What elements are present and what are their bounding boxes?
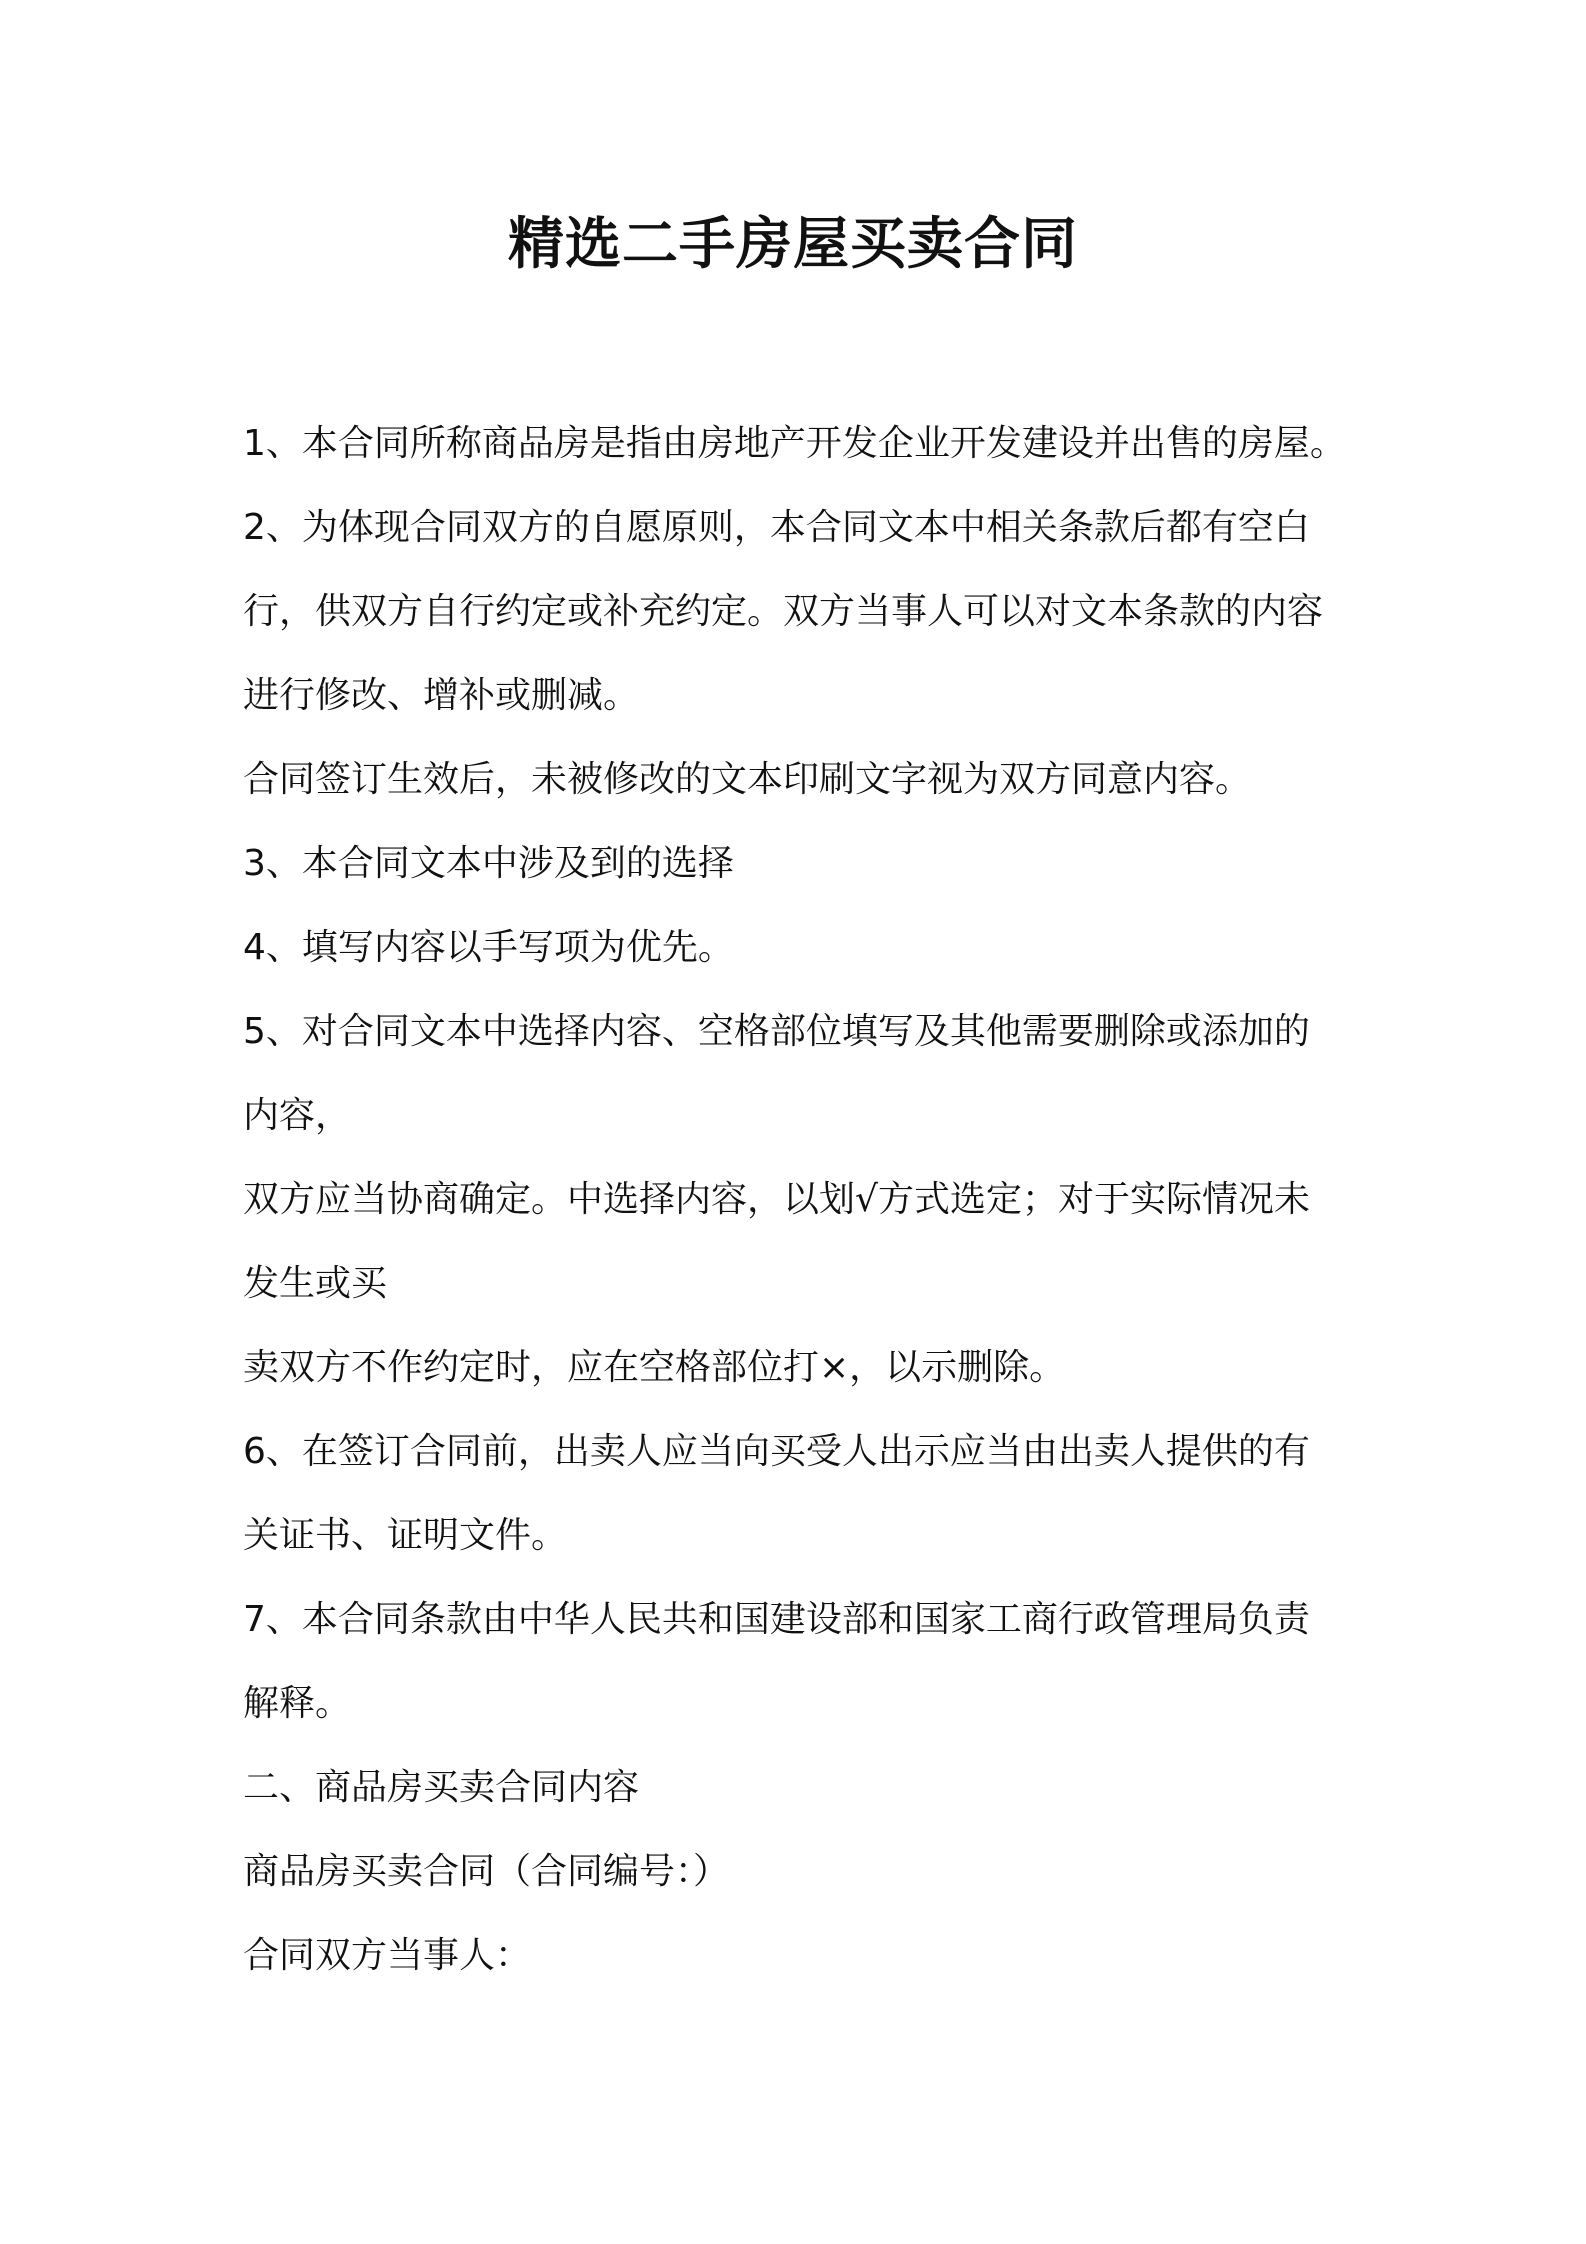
body-line: 6、在签订合同前，出卖人应当向买受人出示应当由出卖人提供的有 bbox=[243, 1431, 1310, 1472]
body-line: 双方应当协商确定。中选择内容，以划√方式选定；对于实际情况未 bbox=[243, 1179, 1310, 1220]
section-heading: 二、商品房买卖合同内容 bbox=[243, 1767, 640, 1808]
body-line: 发生或买 bbox=[243, 1263, 388, 1304]
body-line: 合同签订生效后，未被修改的文本印刷文字视为双方同意内容。 bbox=[243, 759, 1252, 800]
document-body bbox=[243, 402, 1363, 1998]
body-line: 1、本合同所称商品房是指由房地产开发企业开发建设并出售的房屋。 bbox=[243, 423, 1346, 464]
body-line: 4、填写内容以手写项为优先。 bbox=[243, 927, 734, 968]
body-line: 合同双方当事人： bbox=[243, 1935, 532, 1976]
page-title: 精选二手房屋买卖合同 bbox=[508, 212, 1078, 277]
body-line: 5、对合同文本中选择内容、空格部位填写及其他需要删除或添加的 bbox=[243, 1011, 1310, 1052]
body-line: 内容， bbox=[243, 1095, 352, 1136]
body-line: 进行修改、增补或删减。 bbox=[243, 675, 640, 716]
body-line: 卖双方不作约定时，应在空格部位打×，以示删除。 bbox=[243, 1347, 1066, 1388]
body-line: 2、为体现合同双方的自愿原则，本合同文本中相关条款后都有空白 bbox=[243, 507, 1310, 548]
body-line: 关证书、证明文件。 bbox=[243, 1515, 568, 1556]
body-line: 3、本合同文本中涉及到的选择 bbox=[243, 843, 734, 884]
body-line: 商品房买卖合同（合同编号：） bbox=[243, 1851, 730, 1892]
body-line: 7、本合同条款由中华人民共和国建设部和国家工商行政管理局负责 bbox=[243, 1599, 1310, 1640]
body-line: 行，供双方自行约定或补充约定。双方当事人可以对文本条款的内容 bbox=[243, 591, 1324, 632]
body-line: 解释。 bbox=[243, 1683, 352, 1724]
